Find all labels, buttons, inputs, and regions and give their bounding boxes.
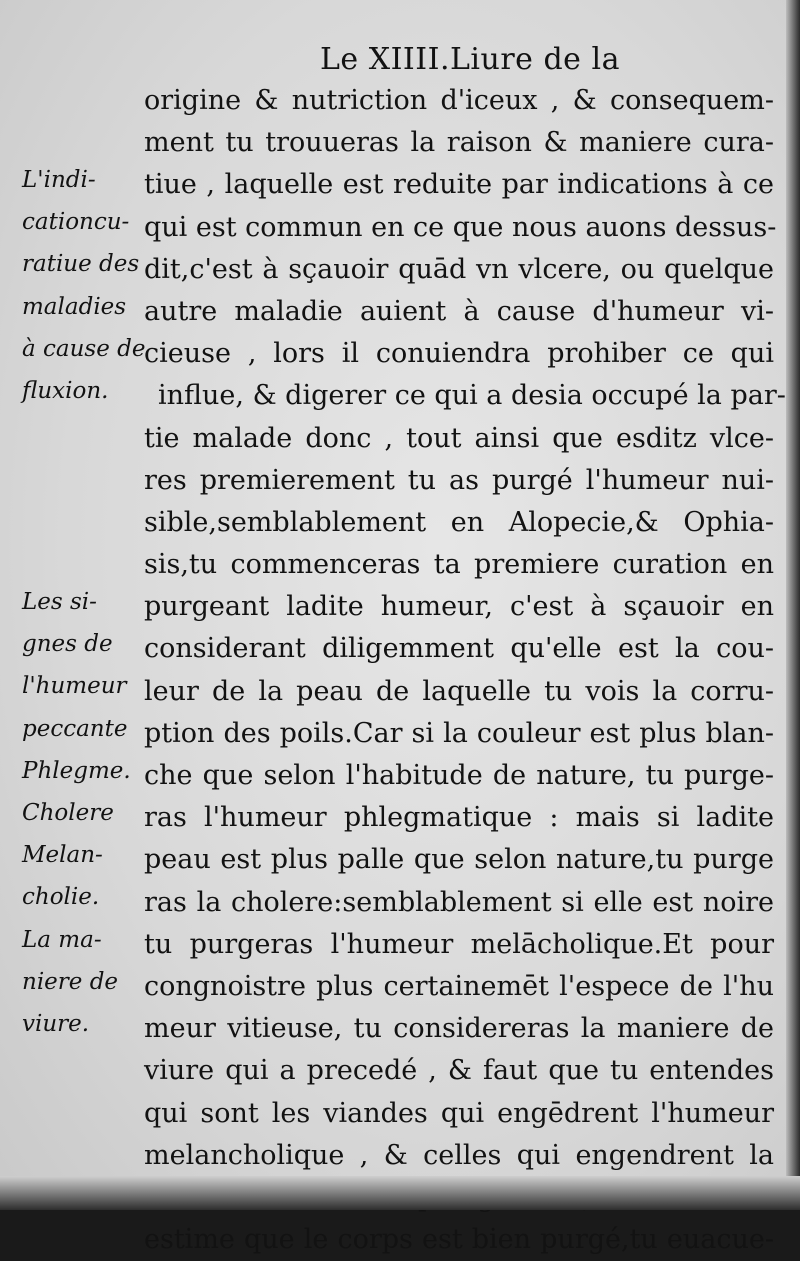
margin-note-line: ratiue des bbox=[22, 251, 140, 278]
text-line: tu purgeras l'humeur melācholique.Et pour bbox=[144, 928, 774, 960]
text-line: res premierement tu as purgé l'humeur nui- bbox=[144, 464, 774, 496]
page-edge-shadow bbox=[786, 0, 800, 1210]
margin-note-line: Les si- bbox=[22, 589, 97, 615]
text-line: sible,semblablement en Alopecie,& Ophia- bbox=[144, 506, 774, 538]
text-line: purgeant ladite humeur, c'est à sçauoir en bbox=[144, 591, 774, 623]
text-line: ras la cholere:semblablement si elle est noire bbox=[144, 886, 774, 918]
margin-note-line: La ma- bbox=[22, 926, 102, 953]
margin-note-line: niere de bbox=[22, 968, 119, 995]
text-line: che que selon l'habitude de nature, tu purge- bbox=[144, 760, 774, 791]
text-line: congnoistre plus certainemēt l'espece de l'hu bbox=[144, 970, 774, 1002]
text-line: origine & nutriction d'iceux , & consequem- bbox=[144, 85, 774, 116]
text-line: estime que le corps est bien purgé,tu euacue- bbox=[144, 1224, 774, 1256]
margin-note-line: fluxion. bbox=[22, 377, 109, 404]
text-line: melancholique , & celles qui engendrent la bbox=[144, 1139, 774, 1171]
margin-note-line: l'humeur bbox=[22, 673, 127, 700]
text-line: viure qui a precedé , & faut que tu entendes bbox=[144, 1055, 774, 1087]
text-line: meur vitieuse, tu considereras la maniere de bbox=[144, 1013, 774, 1045]
margin-note-indications bbox=[22, 159, 152, 412]
margin-note-line: Cholere bbox=[22, 799, 114, 826]
running-header: Le XIIII.Liure de la bbox=[320, 42, 620, 77]
margin-note-line: Melan- bbox=[22, 842, 103, 869]
margin-note-signes bbox=[22, 581, 152, 1045]
text-line: peau est plus palle que selon nature,tu purge bbox=[144, 844, 774, 876]
text-line: ption des poils.Car si la couleur est plus blan- bbox=[144, 717, 774, 749]
text-line: ment tu trouueras la raison & maniere cura- bbox=[144, 127, 774, 159]
margin-note-line: Phlegme. bbox=[22, 757, 131, 784]
text-line: ras l'humeur phlegmatique : mais si ladite bbox=[144, 802, 774, 834]
text-line: qui est commun en ce que nous auons dessus- bbox=[144, 211, 777, 243]
main-text-block bbox=[144, 80, 786, 1261]
text-line: dit,c'est à sçauoir quād vn vlcere, ou quelque bbox=[144, 253, 774, 285]
margin-note-line: à cause de bbox=[22, 335, 146, 362]
margin-note-line: L'indi- bbox=[22, 167, 96, 193]
text-line: sis,tu commenceras ta premiere curation en bbox=[144, 549, 774, 581]
text-line: considerant diligemment qu'elle est la cou- bbox=[144, 633, 774, 665]
text-line: tiue , laquelle est reduite par indications à ce bbox=[144, 169, 774, 201]
text-line: tie malade donc , tout ainsi que esditz vlce- bbox=[144, 422, 774, 454]
page-bottom-shadow bbox=[0, 1176, 800, 1210]
text-line: autre maladie auient à cause d'humeur vi- bbox=[144, 295, 774, 327]
margin-note-line: maladies bbox=[22, 293, 127, 320]
margin-note-line: cationcu- bbox=[22, 209, 130, 236]
text-line: cieuse , lors il conuiendra prohiber ce qui bbox=[144, 338, 774, 370]
margin-note-line: gnes de bbox=[22, 631, 113, 658]
margin-note-line: viure. bbox=[22, 1010, 90, 1037]
margin-note-line: peccante bbox=[22, 715, 128, 742]
text-line: influe, & digerer ce qui a desia occupé la par- bbox=[158, 380, 786, 412]
text-line: leur de la peau de laquelle tu vois la corru- bbox=[144, 675, 774, 707]
text-line: qui sont les viandes qui engēdrent l'humeur bbox=[144, 1097, 774, 1129]
margin-note-line: cholie. bbox=[22, 884, 100, 911]
